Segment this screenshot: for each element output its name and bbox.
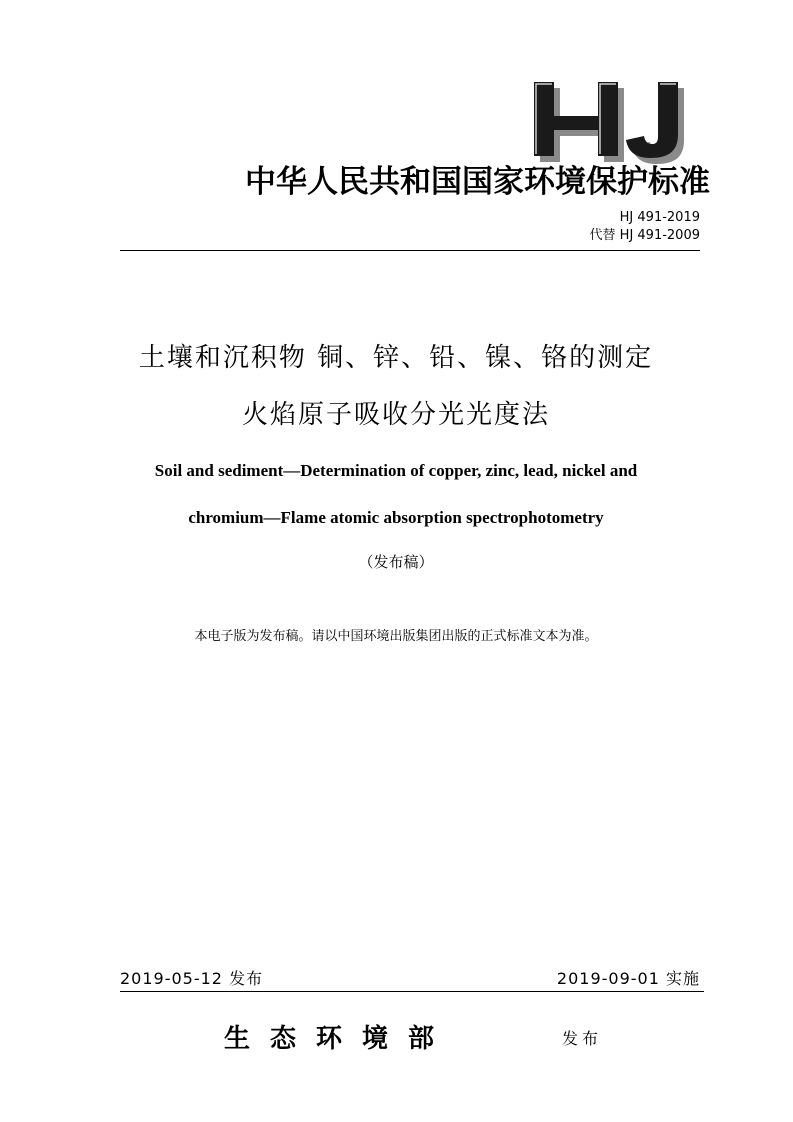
replaces-standard: 代替 HJ 491-2009 bbox=[589, 228, 700, 243]
issuer-name: 生态环境部 bbox=[224, 1024, 455, 1054]
standard-number-block bbox=[590, 209, 700, 245]
effective-date: 2019-09-01 实施 bbox=[556, 969, 700, 988]
title-cn-line1: 土壤和沉积物 铜、锌、铅、镍、铬的测定 bbox=[138, 343, 654, 373]
header-divider bbox=[120, 250, 700, 251]
issued-label: 发布 bbox=[562, 1029, 603, 1048]
title-en-line2: chromium—Flame atomic absorption spectrophotometry bbox=[188, 508, 604, 527]
hj-logo bbox=[520, 70, 710, 166]
title-cn-line2: 火焰原子吸收分光光度法 bbox=[241, 400, 550, 430]
title-en-line1: Soil and sediment—Determination of copper, zinc, lead, nickel and bbox=[154, 461, 638, 480]
edition-notice: 本电子版为发布稿。请以中国环境出版集团出版的正式标准文本为准。 bbox=[194, 629, 598, 644]
publish-date: 2019-05-12 发布 bbox=[120, 969, 264, 988]
standard-number: HJ 491-2019 bbox=[619, 210, 700, 225]
hj-logo-graphic bbox=[520, 70, 710, 166]
issuing-authority-title: 中华人民共和国国家环境保护标准 bbox=[245, 164, 710, 200]
draft-note: （发布稿） bbox=[358, 553, 434, 571]
footer-divider bbox=[120, 991, 704, 992]
